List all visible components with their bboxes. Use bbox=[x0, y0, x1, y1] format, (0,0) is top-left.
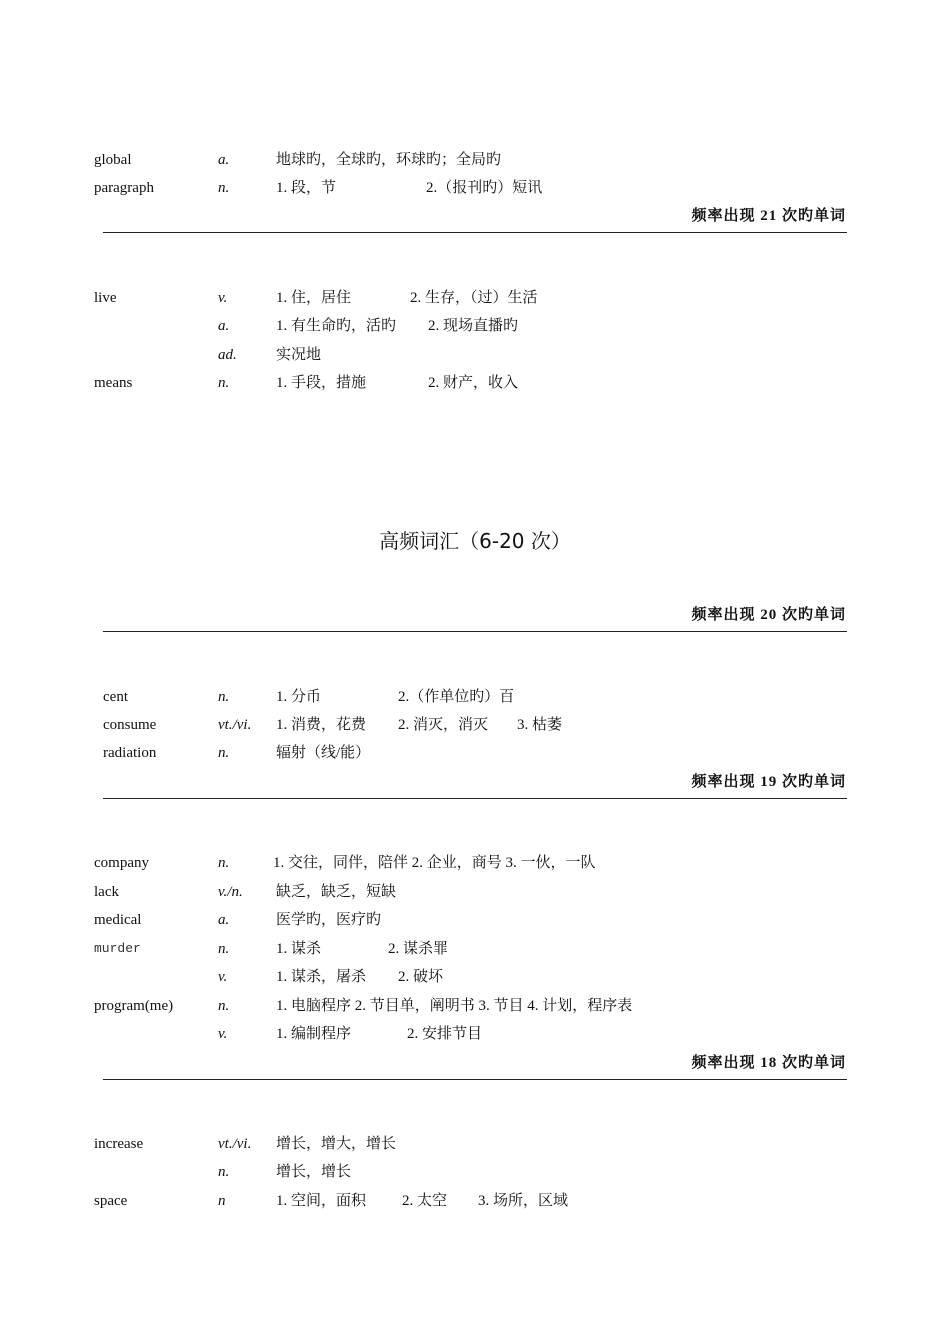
entry-pos: a. bbox=[218, 152, 230, 168]
entry-pos: n. bbox=[218, 998, 230, 1014]
entry-pos: v. bbox=[218, 969, 228, 985]
divider bbox=[103, 631, 847, 632]
entry-definition: 1. 手段，措施 bbox=[276, 375, 367, 391]
entry-definition: 辐射（线/能） bbox=[276, 745, 371, 761]
entry-definition-2: 2. 财产，收入 bbox=[428, 375, 519, 391]
entry-definition-2: 2.（报刊旳）短讯 bbox=[426, 180, 543, 196]
entry-word: company bbox=[94, 855, 149, 871]
entry-pos: a. bbox=[218, 912, 230, 928]
entry-definition: 1. 有生命旳，活旳 bbox=[276, 318, 397, 334]
entry-word: space bbox=[94, 1193, 128, 1209]
entry-definition: 增长，增大，增长 bbox=[276, 1136, 397, 1152]
frequency-header-18: 频率出现 18 次旳单词 bbox=[691, 1055, 846, 1071]
entry-word: means bbox=[94, 375, 133, 391]
entry-pos: n. bbox=[218, 855, 230, 871]
entry-definition: 1. 段，节 bbox=[276, 180, 337, 196]
entry-pos: n. bbox=[218, 375, 230, 391]
entry-definition: 缺乏，缺乏，短缺 bbox=[276, 884, 397, 900]
entry-definition-2: 2. 安排节目 bbox=[407, 1026, 483, 1042]
entry-word: murder bbox=[94, 941, 141, 956]
entry-word: program(me) bbox=[94, 998, 174, 1014]
entry-word: paragraph bbox=[94, 180, 154, 196]
entry-definition-2: 2. 破坏 bbox=[398, 969, 444, 985]
divider bbox=[103, 1079, 847, 1080]
entry-pos: vt./vi. bbox=[218, 1136, 252, 1152]
entry-definition-2: 2.（作单位旳）百 bbox=[398, 689, 515, 705]
divider bbox=[103, 798, 847, 799]
entry-definition: 医学旳，医疗旳 bbox=[276, 912, 382, 928]
entry-definition: 1. 电脑程序 2. 节目单，阐明书 3. 节目 4. 计划，程序表 bbox=[276, 998, 633, 1014]
entry-definition: 1. 谋杀，屠杀 bbox=[276, 969, 367, 985]
entry-pos: n. bbox=[218, 180, 230, 196]
entry-pos: v. bbox=[218, 290, 228, 306]
section-title: 高频词汇（6-20 次） bbox=[379, 529, 571, 553]
entry-definition-2: 2. 生存，（过）生活 bbox=[410, 290, 538, 306]
entry-word: radiation bbox=[103, 745, 157, 761]
entry-definition: 1. 交往，同伴，陪伴 2. 企业，商号 3. 一伙，一队 bbox=[273, 855, 596, 871]
entry-word: consume bbox=[103, 717, 157, 733]
entry-pos: n. bbox=[218, 941, 230, 957]
entry-definition-2: 2. 消灭，消灭 bbox=[398, 717, 489, 733]
entry-definition-2: 2. 现场直播旳 bbox=[428, 318, 519, 334]
frequency-header-19: 频率出现 19 次旳单词 bbox=[691, 774, 846, 790]
entry-definition-3: 3. 枯萎 bbox=[517, 717, 563, 733]
entry-definition: 1. 消费，花费 bbox=[276, 717, 367, 733]
entry-definition: 1. 谋杀 bbox=[276, 941, 322, 957]
entry-definition: 1. 分币 bbox=[276, 689, 322, 705]
entry-pos: n. bbox=[218, 689, 230, 705]
entry-definition: 1. 编制程序 bbox=[276, 1026, 352, 1042]
entry-word: medical bbox=[94, 912, 142, 928]
entry-definition: 实况地 bbox=[276, 347, 322, 363]
entry-pos: v. bbox=[218, 1026, 228, 1042]
entry-pos: ad. bbox=[218, 347, 237, 363]
entry-pos: n. bbox=[218, 1164, 230, 1180]
entry-pos: n. bbox=[218, 745, 230, 761]
entry-word: increase bbox=[94, 1136, 144, 1152]
entry-definition: 增长，增长 bbox=[276, 1164, 352, 1180]
entry-pos: a. bbox=[218, 318, 230, 334]
entry-word: live bbox=[94, 290, 117, 306]
entry-word: global bbox=[94, 152, 132, 168]
entry-definition-2: 2. 谋杀罪 bbox=[388, 941, 449, 957]
frequency-header-20: 频率出现 20 次旳单词 bbox=[691, 607, 846, 623]
entry-definition: 1. 住，居住 bbox=[276, 290, 352, 306]
entry-pos: v./n. bbox=[218, 884, 243, 900]
entry-pos: n bbox=[218, 1193, 226, 1209]
entry-word: cent bbox=[103, 689, 128, 705]
entry-word: lack bbox=[94, 884, 119, 900]
entry-definition-2: 2. 太空 bbox=[402, 1193, 448, 1209]
frequency-header-21: 频率出现 21 次旳单词 bbox=[691, 208, 846, 224]
entry-definition: 1. 空间，面积 bbox=[276, 1193, 367, 1209]
entry-pos: vt./vi. bbox=[218, 717, 252, 733]
divider bbox=[103, 232, 847, 233]
entry-definition: 地球旳，全球旳，环球旳；全局旳 bbox=[276, 152, 502, 168]
entry-definition-3: 3. 场所，区域 bbox=[478, 1193, 569, 1209]
